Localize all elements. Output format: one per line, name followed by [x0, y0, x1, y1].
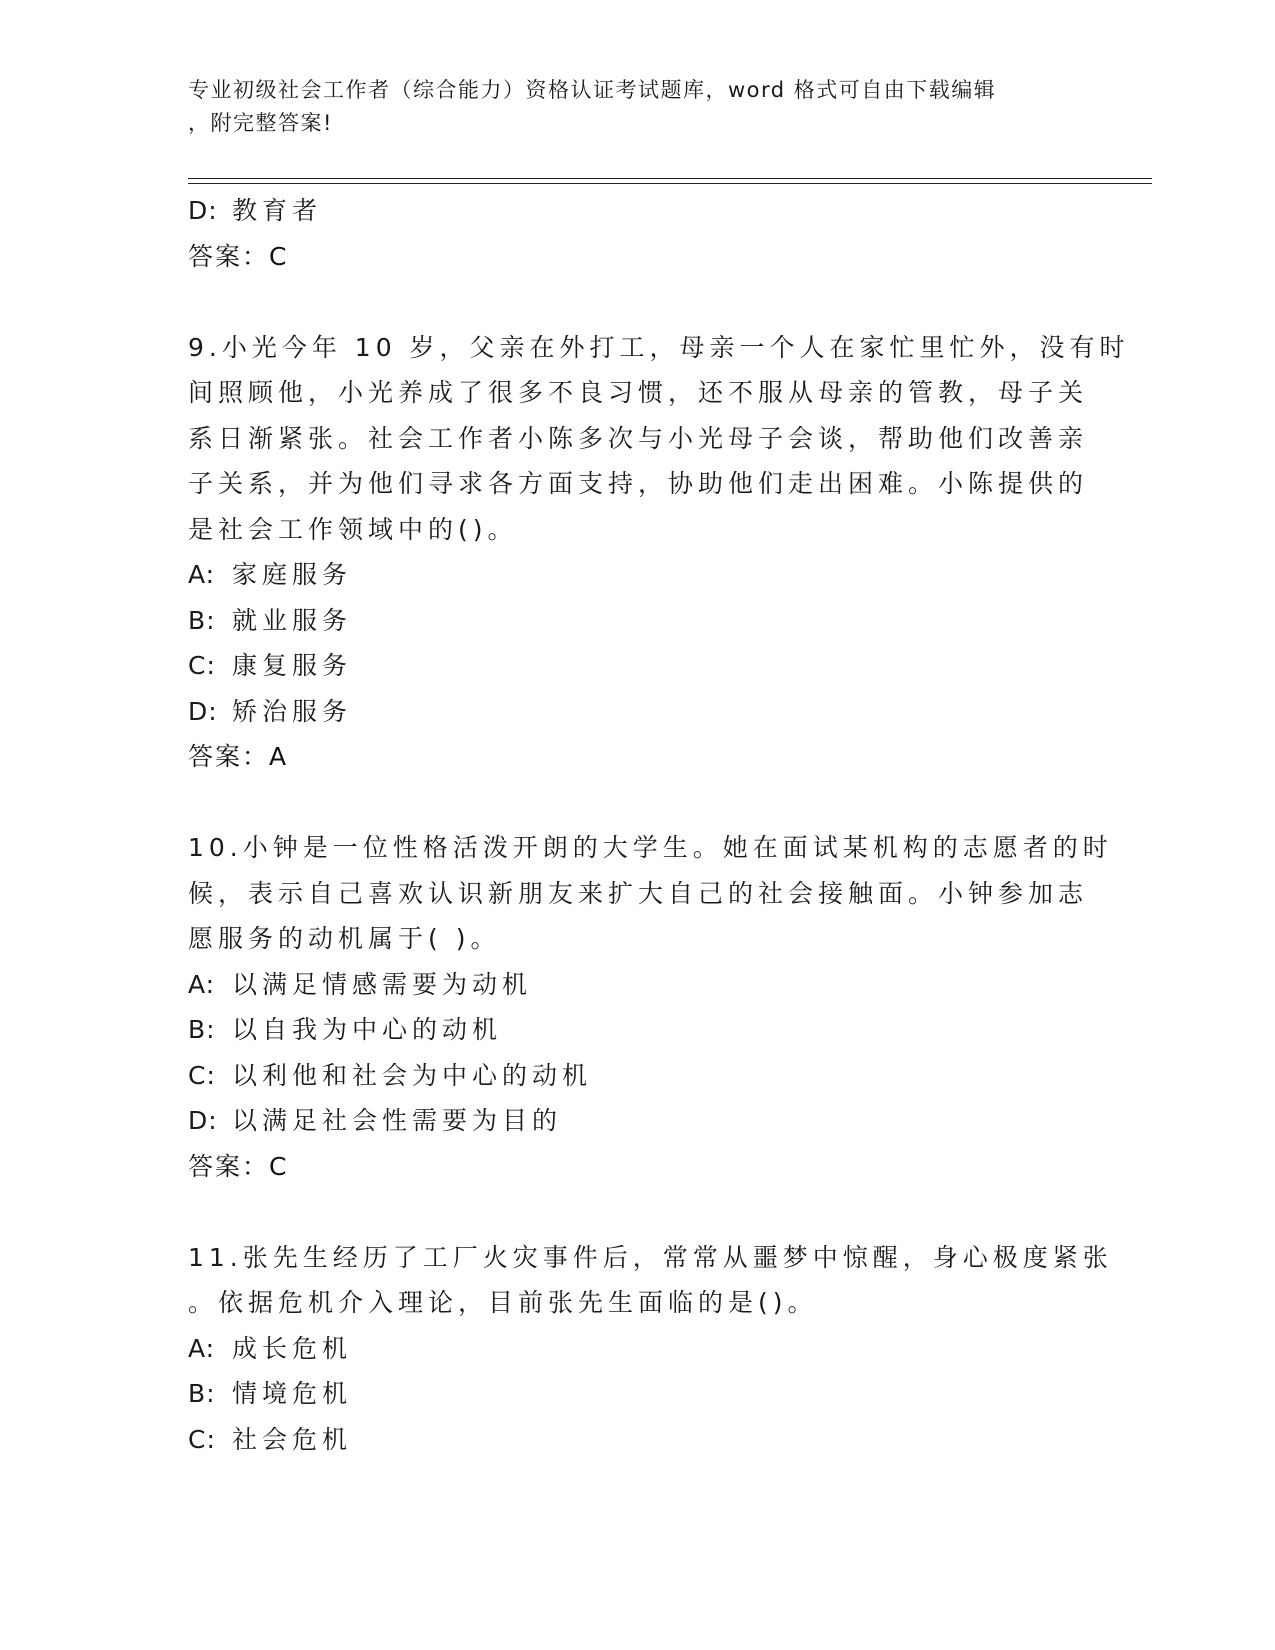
- document-body: [188, 188, 1130, 1462]
- option-label: B:: [188, 605, 216, 635]
- header-rule-top: [188, 178, 1152, 179]
- answer-line: 答案：A: [188, 742, 289, 771]
- spacer: [188, 279, 1088, 325]
- option-label: D:: [188, 696, 218, 726]
- option-text: 情境危机: [232, 1379, 353, 1408]
- question-9: [188, 325, 1130, 780]
- option-label: A:: [188, 969, 216, 999]
- option-text: 就业服务: [232, 605, 353, 635]
- question-text-line: 愿服务的动机属于( )。: [188, 924, 501, 953]
- question-text-line: 10.小钟是一位性格活泼开朗的大学生。她在面试某机构的志愿者的时: [188, 833, 1113, 862]
- option-b: [188, 1007, 1088, 1053]
- option-label: C:: [188, 1424, 216, 1454]
- question-text-line: 。依据危机介入理论，目前张先生面临的是()。: [188, 1288, 818, 1317]
- option-label: D:: [188, 1106, 218, 1135]
- question-text-line: 候，表示自己喜欢认识新朋友来扩大自己的社会接触面。小钟参加志: [188, 878, 1089, 908]
- option-d: [188, 188, 1088, 234]
- option-text: 以自我为中心的动机: [232, 1015, 503, 1044]
- option-text: 社会危机: [232, 1424, 353, 1454]
- question-text-line: 间照顾他，小光养成了很多不良习惯，还不服从母亲的管教，母子关: [188, 378, 1089, 407]
- option-text: 矫治服务: [232, 696, 353, 726]
- option-c: [188, 1053, 1088, 1099]
- option-b: [188, 598, 1088, 644]
- question-text-line: 子关系，并为他们寻求各方面支持，协助他们走出困难。小陈提供的: [188, 469, 1089, 498]
- option-c: [188, 643, 1088, 689]
- page-header: [188, 74, 1078, 140]
- option-d: [188, 689, 1088, 735]
- question-text-line: 系日渐紧张。社会工作者小陈多次与小光母子会谈，帮助他们改善亲: [188, 423, 1089, 453]
- header-rule-bottom: [188, 183, 1152, 184]
- question-text-line: 9.小光今年 10 岁，父亲在外打工，母亲一个人在家忙里忙外，没有时: [188, 332, 1130, 362]
- answer-line: 答案：C: [188, 241, 289, 271]
- option-text: 以满足情感需要为动机: [232, 969, 533, 999]
- spacer: [188, 780, 1088, 826]
- option-label: B:: [188, 1015, 216, 1044]
- question-11: [188, 1235, 1113, 1463]
- option-text: 康复服务: [232, 651, 353, 680]
- question-text-line: 11.张先生经历了工厂火灾事件后，常常从噩梦中惊醒，身心极度紧张: [188, 1242, 1113, 1272]
- option-text: 以满足社会性需要为目的: [232, 1106, 563, 1135]
- answer-line: 答案：C: [188, 1151, 289, 1181]
- option-text: 成长危机: [232, 1333, 353, 1363]
- option-a: [188, 962, 1088, 1008]
- option-d: [188, 1098, 1088, 1144]
- option-label: B:: [188, 1379, 216, 1408]
- option-label: C:: [188, 1060, 216, 1090]
- option-a: [188, 552, 1088, 598]
- header-line-1: 专业初级社会工作者（综合能力）资格认证考试题库，word 格式可自由下载编辑: [188, 78, 997, 102]
- option-text: 教育者: [232, 196, 323, 225]
- option-text: 以利他和社会为中心的动机: [232, 1060, 593, 1090]
- question-text-line: 是社会工作领域中的()。: [188, 514, 518, 544]
- option-text: 家庭服务: [232, 560, 353, 589]
- option-c: [188, 1417, 1088, 1463]
- option-label: A:: [188, 1333, 216, 1363]
- option-label: A:: [188, 560, 216, 589]
- option-label: C:: [188, 651, 216, 680]
- option-b: [188, 1371, 1088, 1417]
- spacer: [188, 1189, 1088, 1235]
- option-a: [188, 1326, 1088, 1372]
- header-line-2: ，附完整答案!: [188, 111, 333, 135]
- option-label: D:: [188, 196, 218, 225]
- question-10: [188, 825, 1113, 1189]
